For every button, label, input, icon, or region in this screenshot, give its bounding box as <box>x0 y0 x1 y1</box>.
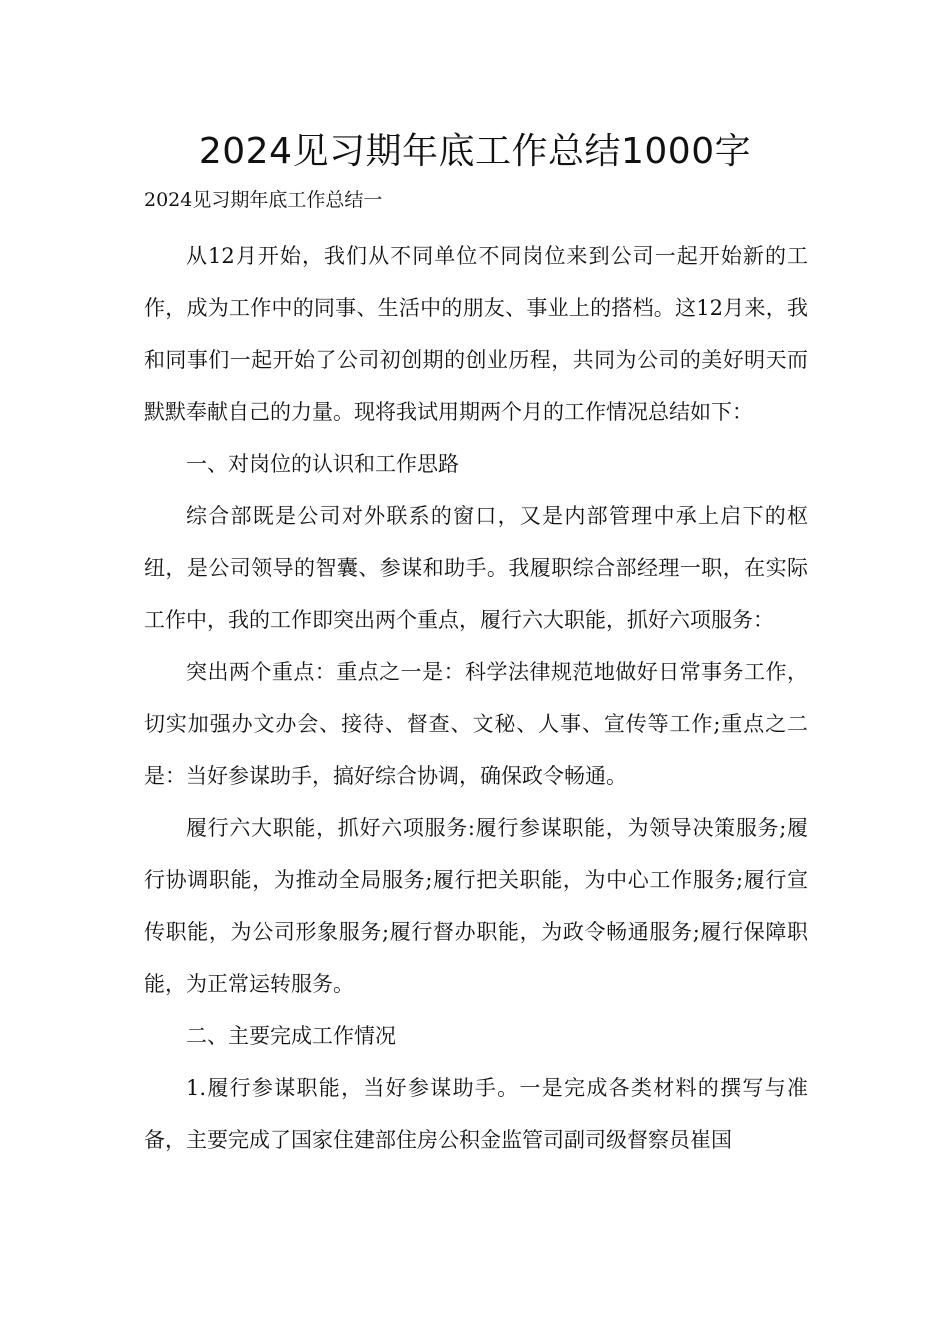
document-subtitle: 2024见习期年底工作总结一 <box>144 189 383 211</box>
paragraph-work-item-1: 1.履行参谋职能，当好参谋助手。一是完成各类材料的撰写与准备，主要完成了国家住建部住房公积金监管司副司级督察员崔国 <box>144 1076 808 1152</box>
document-title: 2024见习期年底工作总结1000字 <box>198 131 752 172</box>
section-heading-2: 二、主要完成工作情况 <box>186 1024 396 1048</box>
paragraph-two-focuses: 突出两个重点：重点之一是：科学法律规范地做好日常事务工作，切实加强办文办会、接待、督查、文秘、人事、宣传等工作;重点之二是：当好参谋助手，搞好综合协调，确保政令畅通。 <box>144 660 808 788</box>
paragraph-intro: 从12月开始，我们从不同单位不同岗位来到公司一起开始新的工作，成为工作中的同事、生活中的朋友、事业上的搭档。这12月来，我和同事们一起开始了公司初创期的创业历程，共同为公司的美好明天而默默奉献自己的力量。现将我试用期两个月的工作情况总结如下： <box>144 244 808 424</box>
section-heading-1: 一、对岗位的认识和工作思路 <box>186 452 459 476</box>
paragraph-six-functions: 履行六大职能，抓好六项服务:履行参谋职能，为领导决策服务;履行协调职能，为推动全局服务;履行把关职能，为中心工作服务;履行宣传职能，为公司形象服务;履行督办职能，为政令畅通服务;履行保障职能，为正常运转服务。 <box>144 816 808 996</box>
paragraph-department-role: 综合部既是公司对外联系的窗口，又是内部管理中承上启下的枢纽，是公司领导的智囊、参谋和助手。我履职综合部经理一职，在实际工作中，我的工作即突出两个重点，履行六大职能，抓好六项服务： <box>144 504 808 632</box>
document-body <box>144 230 808 1166</box>
